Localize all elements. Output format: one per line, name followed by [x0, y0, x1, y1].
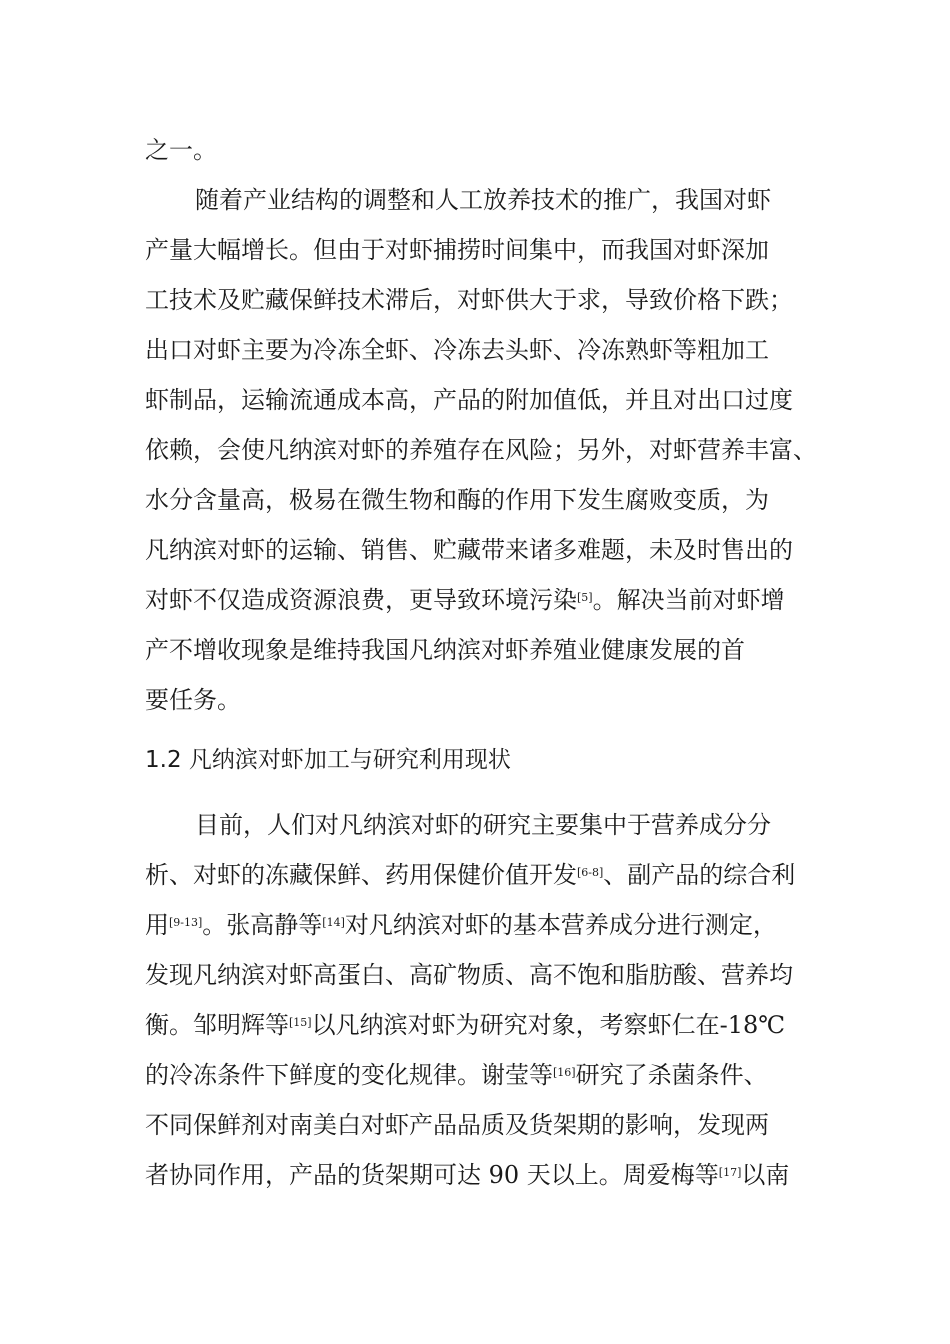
text-line — [145, 585, 785, 615]
section-heading: 1.2 凡纳滨对虾加工与研究利用现状 — [145, 747, 511, 773]
text-line — [145, 910, 777, 940]
text-line — [145, 1060, 768, 1090]
text-line: 水分含量高，极易在微生物和酶的作用下发生腐败变质，为 — [145, 486, 769, 514]
text-line: 工技术及贮藏保鲜技术滞后，对虾供大于求，导致价格下跌； — [145, 286, 793, 314]
text-segment: 用 — [145, 911, 169, 939]
text-segment: 对虾不仅造成资源浪费，更导致环境污染 — [145, 586, 577, 614]
text-line — [145, 1010, 785, 1040]
text-segment: 。张高静等 — [202, 911, 323, 939]
citation-ref: [9-13] — [169, 916, 203, 929]
citation-ref: [16] — [553, 1066, 576, 1079]
citation-ref: [15] — [289, 1016, 312, 1029]
text-line: 产量大幅增长。但由于对虾捕捞时间集中，而我国对虾深加 — [145, 236, 769, 264]
text-line: 发现凡纳滨对虾高蛋白、高矿物质、高不饱和脂肪酸、营养均 — [145, 961, 793, 989]
text-segment: 以南 — [741, 1161, 790, 1189]
text-line: 依赖，会使凡纳滨对虾的养殖存在风险；另外，对虾营养丰富、 — [145, 436, 817, 464]
text-line: 随着产业结构的调整和人工放养技术的推广，我国对虾 — [195, 186, 771, 214]
text-line: 凡纳滨对虾的运输、销售、贮藏带来诸多难题，未及时售出的 — [145, 536, 793, 564]
text-line: 出口对虾主要为冷冻全虾、冷冻去头虾、冷冻熟虾等粗加工 — [145, 336, 769, 364]
text-line: 产不增收现象是维持我国凡纳滨对虾养殖业健康发展的首 — [145, 636, 745, 664]
text-line: 虾制品，运输流通成本高，产品的附加值低，并且对出口过度 — [145, 386, 793, 414]
text-segment: 衡。邹明辉等 — [145, 1011, 289, 1039]
citation-ref: [14] — [322, 916, 345, 929]
text-line — [145, 1160, 789, 1190]
citation-ref: [6-8] — [577, 866, 604, 879]
text-line — [145, 860, 795, 890]
citation-ref: [5] — [577, 591, 593, 604]
text-line: 不同保鲜剂对南美白对虾产品品质及货架期的影响，发现两 — [145, 1111, 769, 1139]
text-segment: 以凡纳滨对虾为研究对象，考察虾仁在-18℃ — [311, 1011, 786, 1039]
text-segment: 析、对虾的冻藏保鲜、药用保健价值开发 — [145, 861, 577, 889]
text-segment: 。解决当前对虾增 — [592, 586, 785, 614]
text-segment: 对凡纳滨对虾的基本营养成分进行测定， — [344, 911, 777, 939]
text-segment: 、副产品的综合利 — [603, 861, 796, 889]
text-segment: 研究了杀菌条件、 — [575, 1061, 768, 1089]
text-line: 目前，人们对凡纳滨对虾的研究主要集中于营养成分分 — [195, 811, 771, 839]
citation-ref: [17] — [718, 1166, 742, 1179]
text-line: 要任务。 — [145, 686, 241, 714]
text-segment: 的冷冻条件下鲜度的变化规律。谢莹等 — [145, 1061, 553, 1089]
text-line: 之一。 — [145, 136, 217, 164]
text-segment: 者协同作用，产品的货架期可达 90 天以上。周爱梅等 — [145, 1161, 719, 1189]
